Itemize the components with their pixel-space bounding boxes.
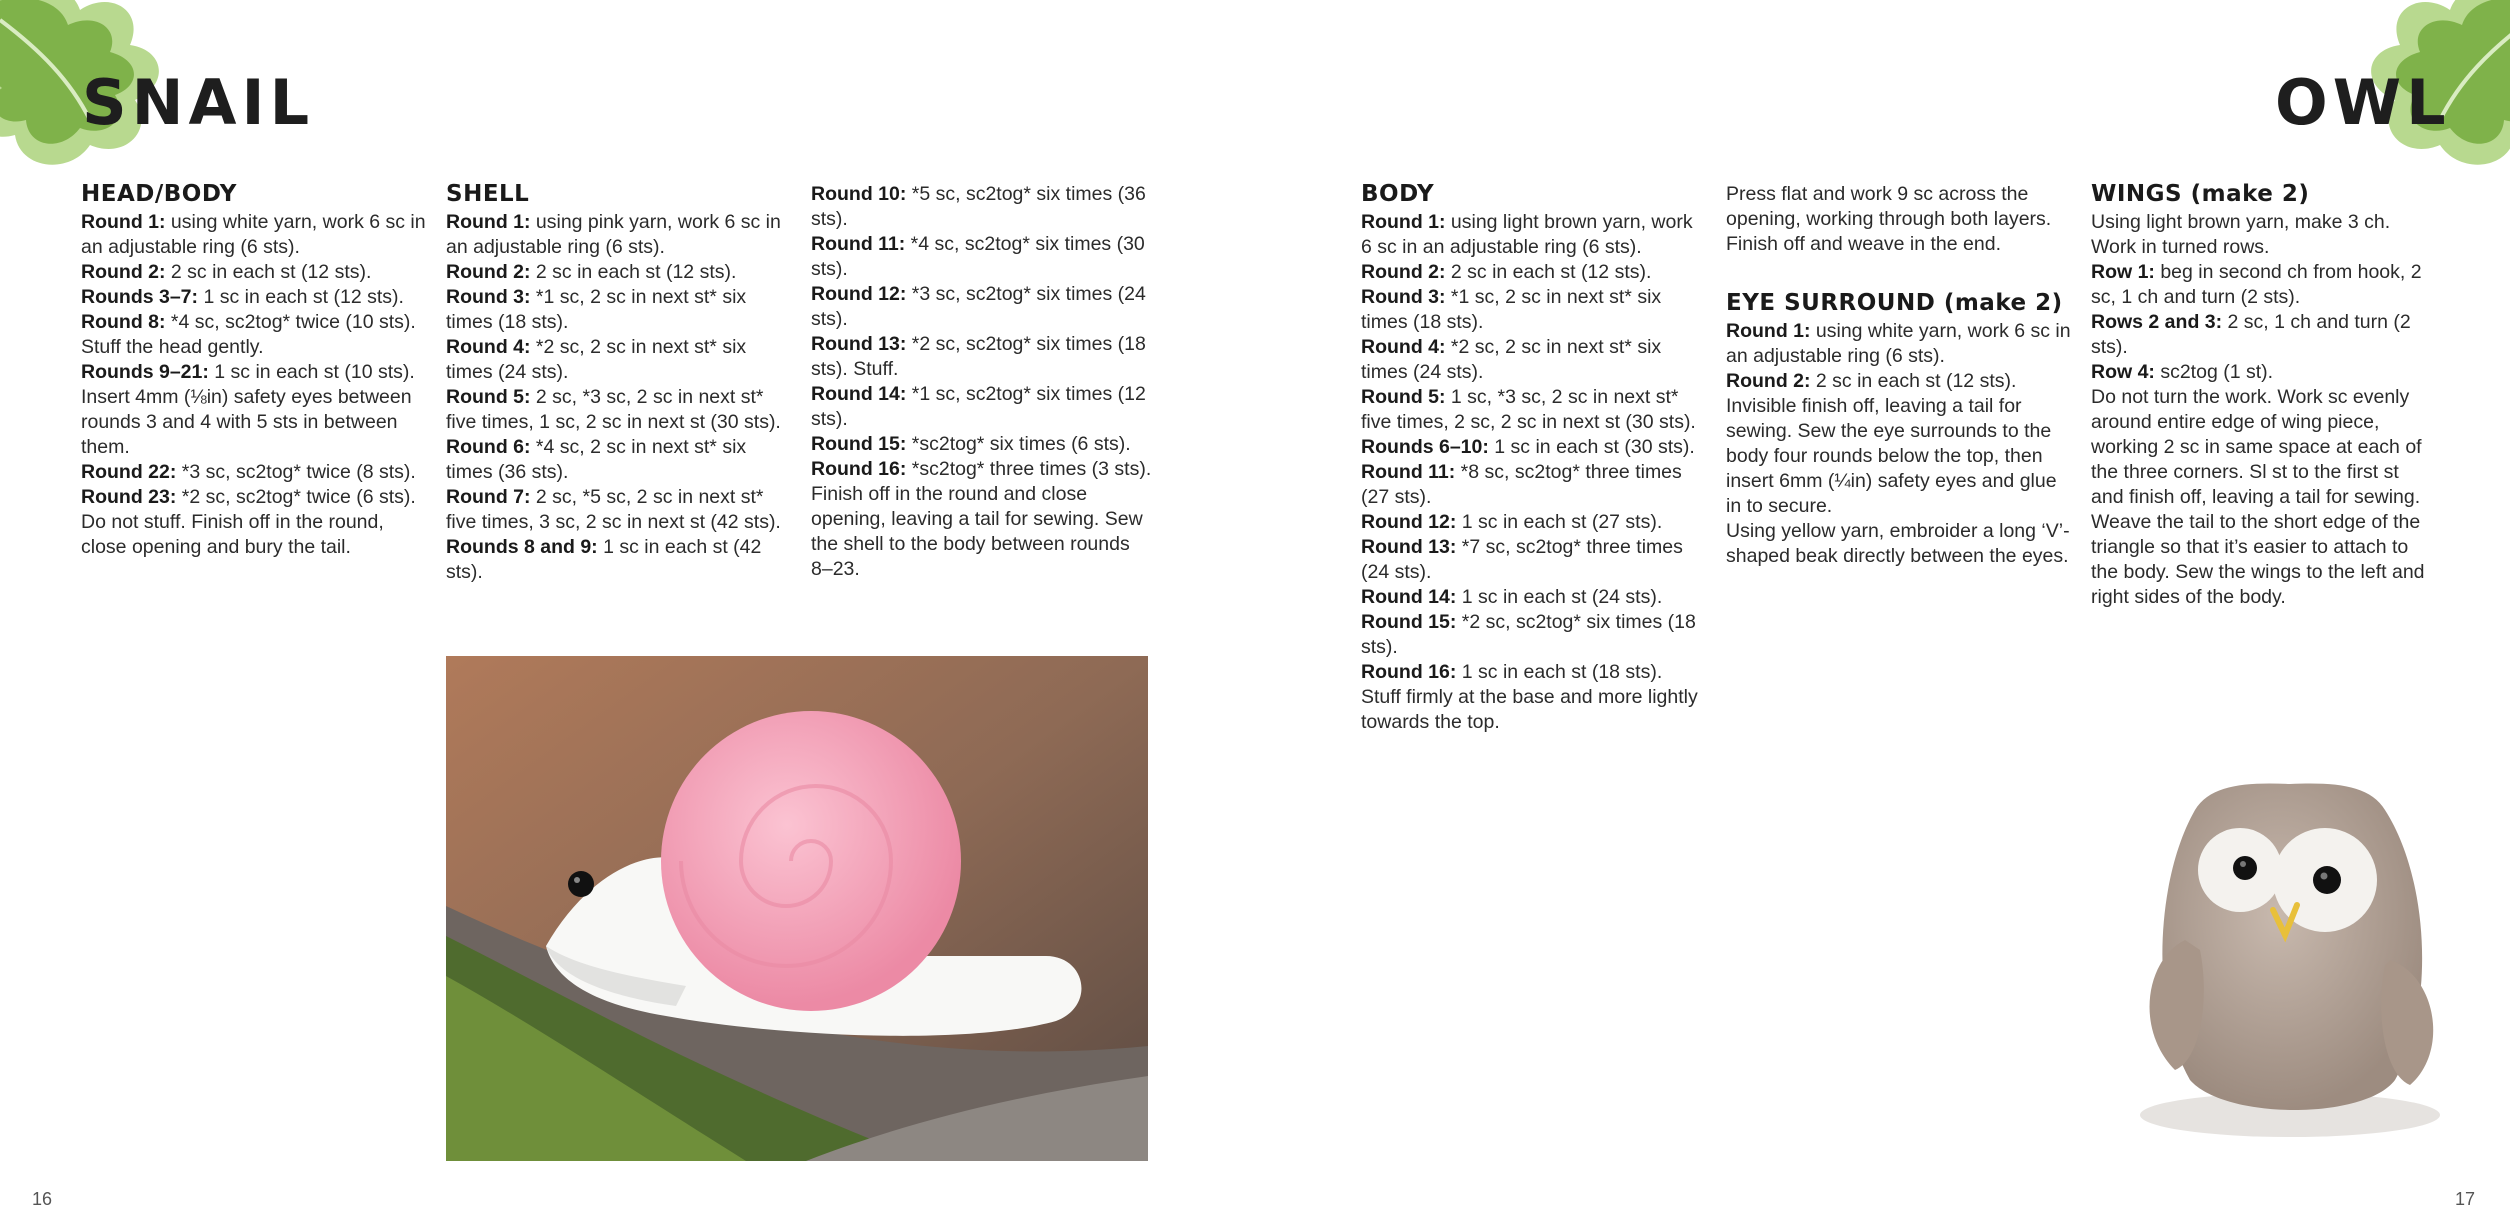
instruction-text: *3 sc, sc2tog* twice (8 sts).: [176, 461, 416, 483]
instruction-label: Round 7:: [446, 486, 531, 508]
instruction-line: [2091, 210, 2436, 260]
instruction-line: [1361, 285, 1706, 335]
instruction-label: Round 14:: [811, 383, 907, 405]
snail-illustration: [446, 656, 1148, 1161]
instruction-text: Do not turn the work. Work sc evenly around entire edge of wing piece, working 2 sc in same space at each of the three corners. Sl st to the first st and finish off, leaving a tail for sewing. Weave the tail to the short edge of the triangle so that it’s easier to attach to the body. Sew the wings to the left and right sides of the body.: [2091, 386, 2425, 608]
instruction-text: *2 sc, sc2tog* six times (18 sts).: [1361, 611, 1696, 658]
instruction-text: 1 sc in each st (12 sts).: [198, 286, 404, 308]
instruction-line: [2091, 310, 2436, 360]
instruction-label: Rounds 6–10:: [1361, 436, 1489, 458]
instruction-line: [1361, 385, 1706, 435]
instruction-line: [1361, 510, 1706, 535]
instruction-label: Round 16:: [1361, 661, 1457, 683]
instruction-label: Round 1:: [81, 211, 166, 233]
instruction-text: 1 sc in each st (27 sts).: [1456, 511, 1663, 533]
instruction-line: [446, 260, 791, 285]
section-heading-head-body: HEAD/BODY: [81, 181, 237, 207]
instruction-label: Round 23:: [81, 486, 177, 508]
instruction-line: [2091, 385, 2436, 610]
instruction-label: Round 11:: [811, 233, 906, 255]
instruction-label: Round 10:: [811, 183, 907, 205]
instruction-text: using pink yarn, work 6 sc in an adjustable ring (6 sts).: [446, 211, 781, 258]
instruction-line: [811, 282, 1156, 332]
instruction-label: Rounds 3–7:: [81, 286, 199, 308]
page-number-right: 17: [2455, 1189, 2476, 1208]
instruction-label: Round 2:: [1361, 261, 1446, 283]
instruction-text: 1 sc, *3 sc, 2 sc in next st* five times, 2 sc, 2 sc in next st (30 sts).: [1361, 386, 1696, 433]
instruction-text: beg in second ch from hook, 2 sc, 1 ch and turn (2 sts).: [2091, 261, 2422, 308]
owl-body-section: [1361, 180, 1706, 735]
instruction-text: *2 sc, sc2tog* six times (18 sts). Stuff.: [811, 333, 1146, 380]
instruction-text: *sc2tog* three times (3 sts). Finish off in the round and close opening, leaving a tail for sewing. Sew the shell to the body between rounds 8–23.: [811, 458, 1152, 580]
instruction-line: [446, 485, 791, 535]
instruction-label: Round 4:: [1361, 336, 1446, 358]
instruction-text: *1 sc, 2 sc in next st* six times (18 sts).: [1361, 286, 1662, 333]
instruction-text: 1 sc in each st (30 sts).: [1488, 436, 1695, 458]
instruction-line: [1361, 435, 1706, 460]
instruction-label: Round 11:: [1361, 461, 1456, 483]
head-body-section: [81, 180, 426, 560]
instruction-text: 1 sc in each st (10 sts). Insert 4mm (⅛in) safety eyes between rounds 3 and 4 with 5 sts in between them.: [81, 361, 415, 458]
instruction-label: Round 5:: [446, 386, 531, 408]
instruction-line: [1726, 369, 2071, 519]
instruction-line: [81, 260, 426, 285]
instruction-line: [446, 335, 791, 385]
instruction-line: [811, 232, 1156, 282]
instruction-line: [1361, 260, 1706, 285]
instruction-label: Round 14:: [1361, 586, 1457, 608]
instruction-text: 2 sc, *5 sc, 2 sc in next st* five times, 3 sc, 2 sc in next st (42 sts).: [446, 486, 781, 533]
instruction-line: [1726, 319, 2071, 369]
instruction-text: *2 sc, 2 sc in next st* six times (24 sts).: [1361, 336, 1662, 383]
wings-section: [2091, 180, 2436, 610]
instruction-line: [811, 457, 1156, 582]
instruction-line: [1361, 460, 1706, 510]
instruction-label: Round 15:: [1361, 611, 1457, 633]
instruction-line: [811, 432, 1156, 457]
instruction-label: Row 4:: [2091, 361, 2155, 383]
instruction-line: [81, 285, 426, 310]
instruction-text: *3 sc, sc2tog* six times (24 sts).: [811, 283, 1146, 330]
owl-illustration: [2035, 760, 2505, 1160]
instruction-line: [81, 485, 426, 560]
owl-body-continued-section: [1726, 182, 2071, 569]
shell-section: [446, 180, 791, 585]
instruction-label: Round 3:: [1361, 286, 1446, 308]
instruction-line: [1361, 535, 1706, 585]
instruction-text: *4 sc, sc2tog* six times (30 sts).: [811, 233, 1145, 280]
body-continued-text: Press flat and work 9 sc across the opening, working through both layers. Finish off and weave in the end.: [1726, 183, 2052, 255]
instruction-text: *5 sc, sc2tog* six times (36 sts).: [811, 183, 1146, 230]
instruction-text: Using light brown yarn, make 3 ch. Work in turned rows.: [2091, 211, 2391, 258]
instruction-label: Round 5:: [1361, 386, 1446, 408]
instruction-text: *sc2tog* six times (6 sts).: [906, 433, 1131, 455]
instruction-text: *4 sc, 2 sc in next st* six times (36 sts).: [446, 436, 747, 483]
instruction-label: Rounds 9–21:: [81, 361, 209, 383]
instruction-line: [446, 210, 791, 260]
instruction-line: [446, 385, 791, 435]
instruction-line: [811, 332, 1156, 382]
instruction-text: 2 sc in each st (12 sts).: [165, 261, 372, 283]
instruction-text: 1 sc in each st (18 sts). Stuff firmly at the base and more lightly towards the top.: [1361, 661, 1698, 733]
instruction-line: [2091, 260, 2436, 310]
instruction-text: using light brown yarn, work 6 sc in an adjustable ring (6 sts).: [1361, 211, 1693, 258]
instruction-text: 2 sc in each st (12 sts). Invisible finish off, leaving a tail for sewing. Sew the eye surrounds to the body four rounds below the top, then insert 6mm (¼in) safety eyes and glue in to secure.: [1726, 370, 2057, 517]
instruction-label: Round 16:: [811, 458, 907, 480]
instruction-line: [446, 435, 791, 485]
instruction-line: [446, 535, 791, 585]
instruction-label: Round 1:: [446, 211, 531, 233]
instruction-label: Round 12:: [811, 283, 907, 305]
section-heading-eye-surround: EYE SURROUND (make 2): [1726, 290, 2063, 316]
instruction-text: sc2tog (1 st).: [2154, 361, 2274, 383]
instruction-line: [811, 182, 1156, 232]
instruction-text: 2 sc in each st (12 sts).: [530, 261, 737, 283]
instruction-label: Round 15:: [811, 433, 907, 455]
instruction-label: Round 13:: [811, 333, 907, 355]
instruction-text: using white yarn, work 6 sc in an adjustable ring (6 sts).: [81, 211, 426, 258]
page-number-left: 16: [32, 1189, 53, 1208]
instruction-line: [81, 360, 426, 460]
instruction-label: Round 6:: [446, 436, 531, 458]
instruction-line: [1361, 210, 1706, 260]
instruction-text: 2 sc, 1 ch and turn (2 sts).: [2091, 311, 2411, 358]
instruction-text: *1 sc, 2 sc in next st* six times (18 sts).: [446, 286, 747, 333]
instruction-line: [1361, 335, 1706, 385]
instruction-line: [81, 310, 426, 360]
instruction-line: [1361, 585, 1706, 610]
instruction-line: [446, 285, 791, 335]
instruction-label: Round 4:: [446, 336, 531, 358]
instruction-line: [811, 382, 1156, 432]
instruction-label: Round 2:: [446, 261, 531, 283]
instruction-label: Round 2:: [81, 261, 166, 283]
instruction-line: [81, 460, 426, 485]
owl-photo: [2035, 760, 2505, 1160]
instruction-label: Round 22:: [81, 461, 177, 483]
instruction-text: using white yarn, work 6 sc in an adjustable ring (6 sts).: [1726, 320, 2071, 367]
instruction-line: [1361, 660, 1706, 735]
page-title-snail: SNAIL: [82, 66, 315, 139]
instruction-line: [1726, 519, 2071, 569]
right-page: [1255, 0, 2510, 1208]
instruction-label: Rows 2 and 3:: [2091, 311, 2223, 333]
instruction-label: Round 13:: [1361, 536, 1457, 558]
instruction-label: Rounds 8 and 9:: [446, 536, 598, 558]
instruction-label: Round 1:: [1361, 211, 1446, 233]
instruction-label: Round 12:: [1361, 511, 1457, 533]
page-title-owl: OWL: [2275, 66, 2451, 139]
instruction-label: Row 1:: [2091, 261, 2155, 283]
section-heading-body: BODY: [1361, 181, 1435, 207]
instruction-line: [2091, 360, 2436, 385]
instruction-label: Round 8:: [81, 311, 166, 333]
instruction-label: Round 1:: [1726, 320, 1811, 342]
instruction-label: Round 3:: [446, 286, 531, 308]
instruction-line: [81, 210, 426, 260]
instruction-label: Round 2:: [1726, 370, 1811, 392]
instruction-text: Using yellow yarn, embroider a long ‘V’-shaped beak directly between the eyes.: [1726, 520, 2070, 567]
instruction-text: 2 sc in each st (12 sts).: [1445, 261, 1652, 283]
instruction-text: 1 sc in each st (42 sts).: [446, 536, 762, 583]
section-heading-shell: SHELL: [446, 181, 530, 207]
instruction-text: 2 sc, *3 sc, 2 sc in next st* five times, 1 sc, 2 sc in next st (30 sts).: [446, 386, 781, 433]
instruction-text: *8 sc, sc2tog* three times (27 sts).: [1361, 461, 1682, 508]
instruction-text: *7 sc, sc2tog* three times (24 sts).: [1361, 536, 1683, 583]
shell-continued-section: [811, 182, 1156, 582]
snail-photo: [446, 656, 1148, 1161]
instruction-text: 1 sc in each st (24 sts).: [1456, 586, 1663, 608]
instruction-text: *4 sc, sc2tog* twice (10 sts). Stuff the head gently.: [81, 311, 416, 358]
instruction-text: *2 sc, 2 sc in next st* six times (24 sts).: [446, 336, 747, 383]
instruction-line: [1361, 610, 1706, 660]
section-heading-wings: WINGS (make 2): [2091, 181, 2310, 207]
instruction-text: *1 sc, sc2tog* six times (12 sts).: [811, 383, 1146, 430]
instruction-text: *2 sc, sc2tog* twice (6 sts). Do not stuff. Finish off in the round, close opening and bury the tail.: [81, 486, 416, 558]
